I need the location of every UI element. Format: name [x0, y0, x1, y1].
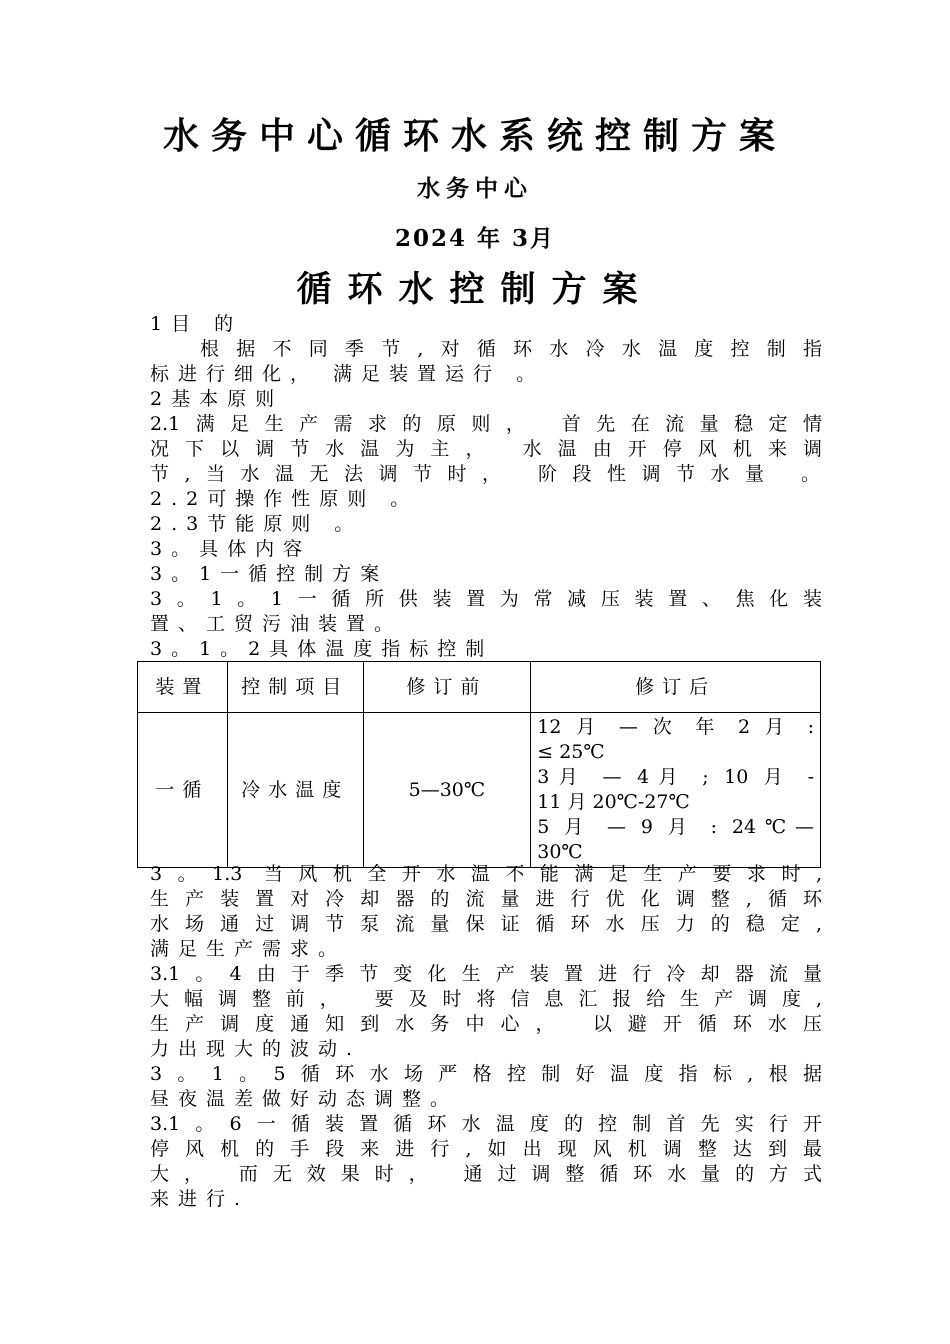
- heading-principles: 2基本原则: [150, 388, 284, 410]
- paragraph-line: 节,当水温无法调节时， 阶段性调节水量 。: [150, 463, 822, 485]
- paragraph-line: 停风机的手段来进行,如出现风机调整达到最: [150, 1138, 822, 1160]
- table-cell-item: 冷水温度: [227, 713, 363, 868]
- paragraph-line: 大， 而无效果时， 通过调整循环水量的方式: [150, 1163, 822, 1185]
- paragraph-line: 来进行.: [150, 1188, 250, 1210]
- heading-sub: 3。1一循控制方案: [150, 563, 389, 585]
- paragraph-line: 满足生产需求。: [150, 938, 347, 960]
- paragraph-line: 2.2可操作性原则 。: [150, 488, 419, 510]
- paragraph-line: 标进行细化， 满足装置运行 。: [150, 363, 545, 385]
- body-text-top: [150, 312, 822, 662]
- body-text-bottom: [150, 862, 822, 1212]
- paragraph-line: 2.3节能原则 。: [150, 513, 363, 535]
- table-cell-before: 5—30℃: [363, 713, 531, 868]
- revision-line: 11 月 20℃-27℃: [537, 791, 690, 813]
- table-header-row: [138, 662, 821, 713]
- heading-sub: 3。1。2具体温度指标控制: [150, 638, 494, 660]
- paragraph-line: 力出现大的波动.: [150, 1038, 362, 1060]
- paragraph-line: 根据不同季节,对循环水冷水温度控制指: [200, 338, 822, 360]
- table-header-cell: 控制项目: [227, 662, 363, 713]
- paragraph-line: 2.1满足生产需求的原则， 首先在流量稳定情: [150, 413, 822, 435]
- document-title: 水务中心循环水系统控制方案: [162, 115, 787, 157]
- paragraph-line: 3。1。1一循所供装置为常减压装置、焦化装: [150, 588, 822, 610]
- section-title: 循环水控制方案: [296, 269, 654, 310]
- paragraph-line: 3.1。4由于季节变化生产装置进行冷却器流量: [150, 963, 822, 985]
- paragraph-line: 生产装置对冷却器的流量进行优化调整,循环: [150, 888, 822, 910]
- paragraph-line: 生产调度通知到水务中心， 以避开循环水压: [150, 1013, 822, 1035]
- paragraph-line: 大幅调整前， 要及时将信息汇报给生产调度,: [150, 988, 822, 1010]
- temperature-control-table: [137, 661, 821, 868]
- paragraph-line: 况下以调节水温为主， 水温由开停风机来调: [150, 438, 822, 460]
- paragraph-line: 3。1。5循环水场严格控制好温度指标,根据: [150, 1063, 822, 1085]
- table-header-cell: 装置: [138, 662, 228, 713]
- revision-line: 30℃: [537, 841, 583, 863]
- table-header-cell: 修订后: [531, 662, 821, 713]
- table-row: [138, 713, 821, 868]
- table-header-cell: 修订前: [363, 662, 531, 713]
- revision-line: 12 月 — 次 年 2 月 :: [537, 716, 814, 738]
- revision-line: ≤ 25℃: [537, 741, 605, 763]
- table-cell-after: [531, 713, 821, 868]
- paragraph-line: 水场通过调节泵流量保证循环水压力的稳定,: [150, 913, 822, 935]
- table-cell-device: 一循: [138, 713, 228, 868]
- paragraph-line: 置、工贸污油装置。: [150, 613, 403, 635]
- paragraph-line: 昼夜温差做好动态调整。: [150, 1088, 459, 1110]
- document-date: 2024 年 3月: [394, 225, 556, 252]
- paragraph-line: 3。1.3 当风机全开水温不能满足生产要求时,: [150, 863, 822, 885]
- heading-content: 3。具体内容: [150, 538, 312, 560]
- heading-purpose: 1目 的: [150, 313, 243, 335]
- paragraph-line: 3.1。6一循装置循环水温度的控制首先实行开: [150, 1113, 822, 1135]
- organization-name: 水务中心: [417, 175, 533, 202]
- revision-line: 3月 — 4月 ; 10 月 -: [537, 766, 814, 788]
- revision-line: 5 月 — 9 月 : 24℃—: [537, 816, 814, 838]
